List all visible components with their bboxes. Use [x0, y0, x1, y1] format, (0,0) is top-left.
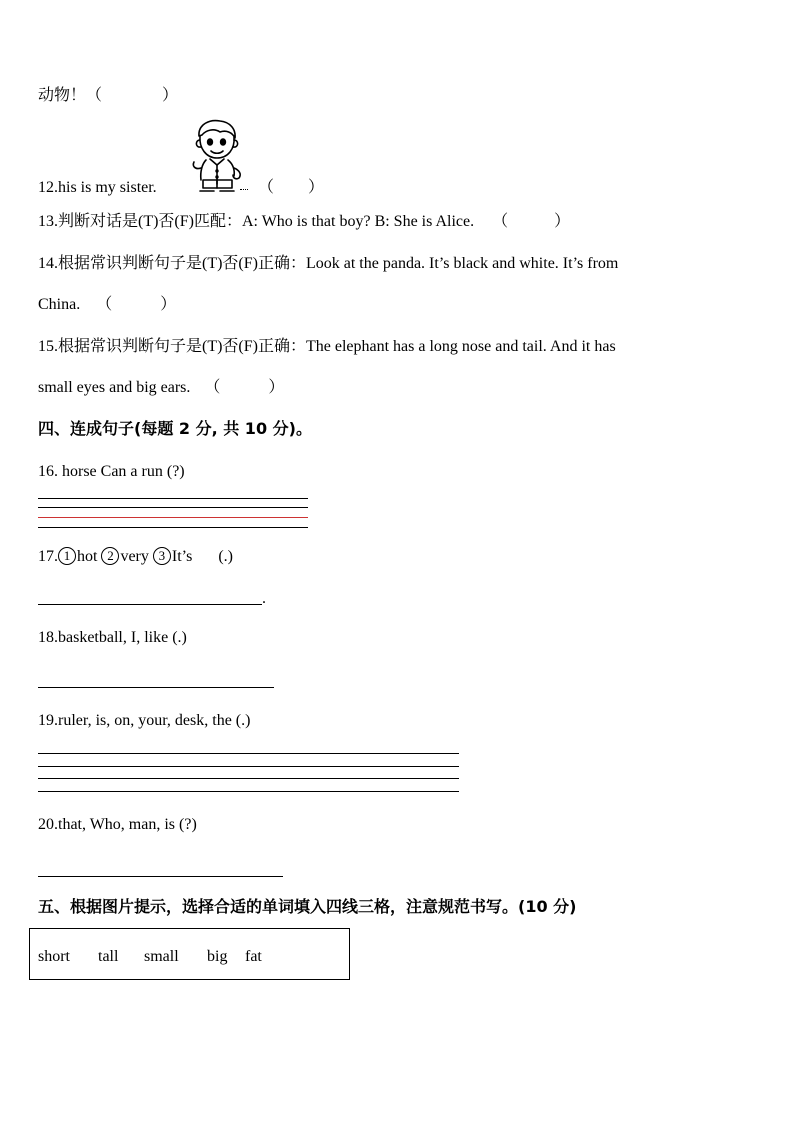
- q13-paren-open: （: [492, 213, 509, 230]
- q12-paren-close: ）: [308, 179, 325, 196]
- q12: [38, 180, 157, 196]
- q15-line2: [38, 380, 284, 396]
- four-line-rule: [38, 507, 308, 508]
- q11-paren-close: ）: [162, 87, 179, 104]
- q15-paren-open: （: [204, 379, 221, 396]
- q17-answer-line: [38, 604, 262, 605]
- four-line-rule: [38, 766, 459, 767]
- section4-heading: 四、连成句子(每题 2 分, 共 10 分)。: [38, 419, 312, 438]
- q17-end-period: .: [262, 590, 266, 607]
- q12-text: 12.his is my sister.: [38, 179, 157, 196]
- word-bank-item: small: [144, 948, 179, 965]
- q12-dots: [240, 189, 248, 190]
- four-line-rule: [38, 498, 308, 499]
- q20-text: 20.that, Who, man, is (?): [38, 816, 197, 833]
- four-line-rule: [38, 778, 459, 779]
- q19-text: 19.ruler, is, on, your, desk, the (.): [38, 712, 251, 729]
- q11-tail-text: 动物！（: [38, 87, 103, 104]
- boy-illustration: [190, 118, 246, 196]
- word-bank-item: fat: [245, 948, 262, 965]
- q14-paren-close: ）: [160, 296, 177, 313]
- q16-text: 16. horse Can a run (?): [38, 463, 185, 480]
- q17-prefix: 17.: [38, 548, 58, 565]
- q17-word-2: very: [120, 548, 149, 565]
- q11-tail: [38, 88, 178, 104]
- word-bank-item: short: [38, 948, 70, 965]
- section5-heading: 五、根据图片提示，选择合适的单词填入四线三格，注意规范书写。(10 分): [38, 897, 577, 916]
- four-line-rule: [38, 517, 308, 518]
- q14-line1: 14.根据常识判断句子是(T)否(F)正确：Look at the panda. It’s black and white. It’s from: [38, 255, 619, 272]
- q13: [38, 214, 570, 230]
- q17-word-1: hot: [77, 548, 98, 565]
- q14-line2-text: China.: [38, 296, 81, 313]
- circled-number-3: 3: [153, 547, 171, 565]
- four-line-rule: [38, 753, 459, 754]
- q18-text: 18.basketball, I, like (.): [38, 629, 187, 646]
- q15-paren-close: ）: [268, 379, 285, 396]
- q15-line2-text: small eyes and big ears.: [38, 379, 191, 396]
- q17: [38, 547, 233, 565]
- circled-number-2: 2: [101, 547, 119, 565]
- word-bank-box: [29, 928, 350, 980]
- q13-text: 13.判断对话是(T)否(F)匹配：A: Who is that boy? B: She is Alice.: [38, 213, 475, 230]
- q12-paren-open: （: [258, 179, 275, 196]
- word-bank-item: big: [207, 948, 228, 965]
- q17-punct: (.): [218, 548, 233, 565]
- four-line-rule: [38, 791, 459, 792]
- q20-answer-line: [38, 876, 283, 877]
- q14-paren-open: （: [96, 296, 113, 313]
- q15-line1: 15.根据常识判断句子是(T)否(F)正确：The elephant has a long nose and tail. And it has: [38, 338, 616, 355]
- q12-answer: [258, 180, 324, 196]
- q17-word-3: It’s: [171, 548, 193, 565]
- word-bank-item: tall: [98, 948, 119, 965]
- q18-answer-line: [38, 687, 274, 688]
- circled-number-1: 1: [58, 547, 76, 565]
- q14-line2: [38, 297, 176, 313]
- four-line-rule: [38, 527, 308, 528]
- q13-paren-close: ）: [554, 213, 571, 230]
